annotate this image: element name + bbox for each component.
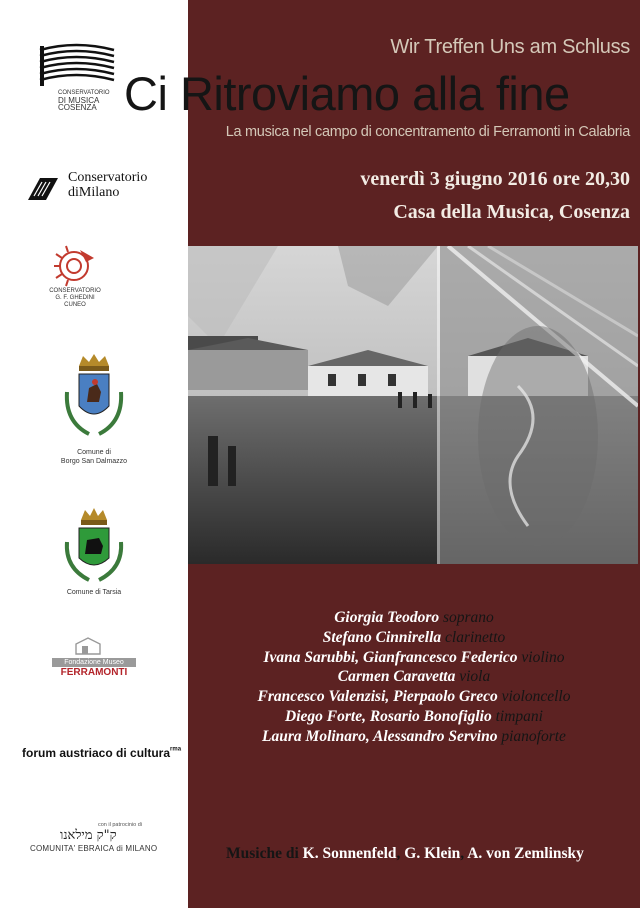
logo-line: DI MUSICA	[58, 96, 100, 105]
performer-name: Francesco Valenzisi, Pierpaolo Greco	[257, 688, 498, 706]
composer-name: A. von Zemlinsky	[467, 845, 584, 862]
performer-name: Giorgia Teodoro	[334, 609, 440, 626]
conservatorio-cuneo-logo	[30, 244, 120, 314]
fondazione-ferramonti-logo	[52, 636, 136, 686]
performer-role: pianoforte	[501, 727, 566, 745]
composer-separator: ,	[396, 845, 401, 862]
logo-line: Borgo San Dalmazzo	[60, 458, 128, 465]
logo-line: ק"ק מילאנו	[60, 828, 117, 843]
piano-keys-icon	[26, 174, 60, 204]
logo-line: Comune di Tarsia	[66, 589, 122, 596]
logo-line: CONSERVATORIO	[49, 288, 101, 294]
performer-name: Carmen Caravetta	[337, 668, 456, 686]
performer-row	[188, 648, 640, 668]
conservatorio-cosenza-icon	[36, 40, 118, 90]
event-date: venerdì 3 giugno 2016 ore 20,30	[360, 168, 630, 190]
performer-row	[188, 707, 640, 727]
music-credits	[226, 845, 584, 863]
composer-separator: ,	[460, 845, 465, 862]
logo-line: Fondazione Museo	[52, 658, 136, 667]
music-label: Musiche di	[226, 845, 299, 862]
logo-line: COSENZA	[58, 103, 97, 112]
performer-row	[188, 608, 640, 628]
logo-line: Comune di	[77, 449, 111, 456]
composer-name: K. Sonnenfeld	[302, 845, 397, 862]
comunita-ebraica-logo	[30, 822, 180, 862]
conservatorio-milano-logo	[26, 170, 176, 206]
performer-role: viola	[459, 668, 491, 686]
performer-role: clarinetto	[445, 628, 506, 646]
logo-line: G. F. GHEDINI	[55, 295, 95, 301]
cuneo-emblem-icon	[50, 244, 100, 288]
forum-austriaco-logo	[22, 744, 188, 764]
performer-row	[188, 687, 640, 707]
performer-role: violoncello	[501, 688, 571, 706]
barracks-icon	[74, 636, 114, 656]
german-subtitle: Wir Treffen Uns am Schluss	[390, 36, 630, 58]
tarsia-crest	[44, 508, 144, 604]
performer-name: Ivana Sarubbi, Gianfrancesco Federico	[263, 648, 518, 666]
conservatorio-cosenza-logo	[36, 40, 118, 120]
performer-role: timpani	[495, 707, 543, 725]
camp-photo-image	[188, 246, 638, 564]
event-venue: Casa della Musica, Cosenza	[393, 201, 630, 223]
logo-line: con il patrocinio di	[97, 822, 142, 828]
logo-line: rma	[170, 746, 182, 753]
composer-name: G. Klein	[404, 845, 461, 862]
logo-line: FERRAMONTI	[60, 667, 128, 678]
sponsor-sidebar	[0, 0, 188, 908]
logo-line: CONSERVATORIO	[58, 90, 110, 96]
camp-photo-collage	[188, 246, 638, 564]
performer-row	[188, 667, 640, 687]
logo-line: forum austriaco di cultura	[22, 746, 171, 760]
performers-list	[188, 608, 640, 747]
logo-line: Conservatorio	[68, 170, 148, 185]
crest-icon	[59, 352, 129, 448]
italian-subtitle: La musica nel campo di concentramento di Ferramonti in Calabria	[225, 124, 630, 140]
logo-line: CUNEO	[64, 302, 86, 308]
logo-line: COMUNITA' EBRAICA di MILANO	[30, 844, 158, 853]
performer-row	[188, 727, 640, 747]
performer-name: Stefano Cinnirella	[322, 628, 442, 646]
crest-icon	[59, 508, 129, 588]
performer-role: violino	[521, 648, 565, 666]
borgo-san-dalmazzo-crest	[44, 352, 144, 472]
performer-row	[188, 628, 640, 648]
performer-name: Laura Molinaro, Alessandro Servino	[262, 727, 498, 745]
logo-line: diMilano	[68, 185, 120, 200]
page-title: Ci Ritroviamo alla fine	[124, 67, 570, 120]
performer-name: Diego Forte, Rosario Bonofiglio	[285, 707, 492, 725]
performer-role: soprano	[442, 609, 494, 626]
